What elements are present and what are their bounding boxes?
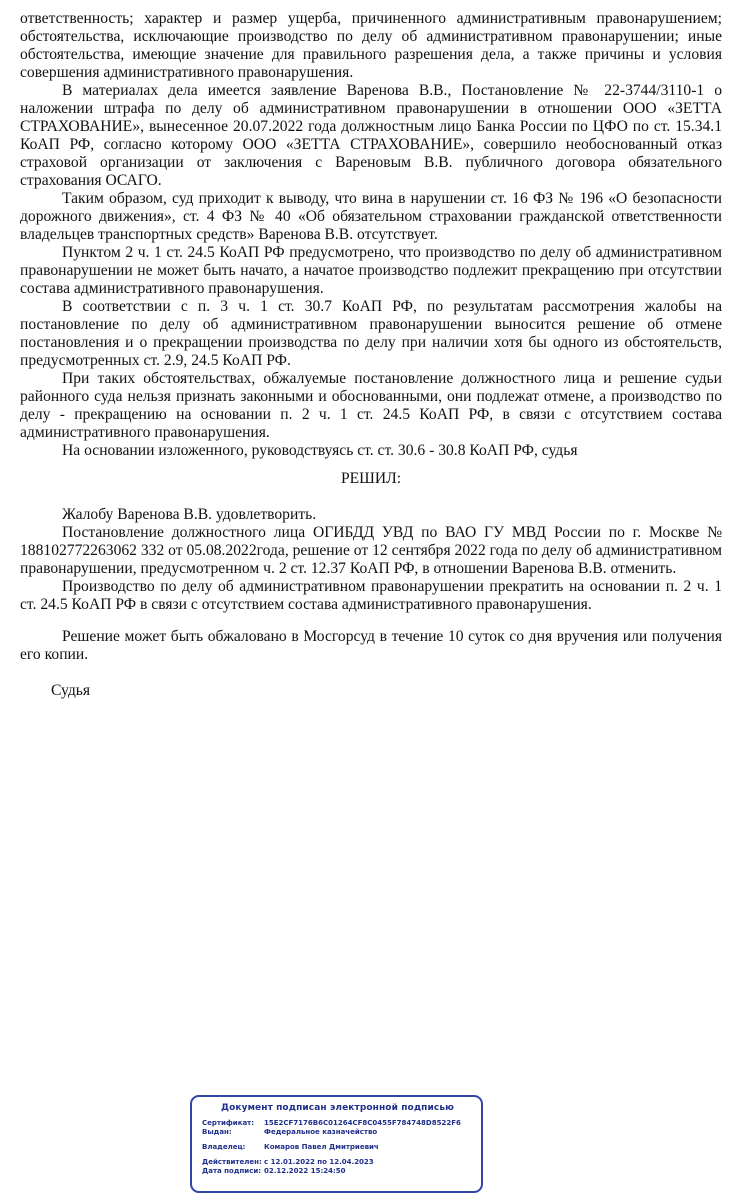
stamp-signed-row [202, 1167, 473, 1176]
stamp-certificate-value: 15E2CF7176B6C01264CF8C0455F784748D8522F6 [264, 1119, 461, 1127]
stamp-valid-label: Действителен: [202, 1158, 262, 1166]
reasoning-section [20, 10, 722, 460]
body-paragraph: Производство по делу об административном правонарушении прекратить на основании п. 2 ч. 1 ст. 24.5 КоАП РФ в связи с отсутствием состава административного правонарушения. [20, 578, 722, 613]
stamp-issued-label: Выдан: [202, 1128, 232, 1136]
judge-label: Судья [51, 682, 91, 699]
stamp-valid-value: с 12.01.2022 по 12.04.2023 [264, 1158, 374, 1166]
body-paragraph: В соответствии с п. 3 ч. 1 ст. 30.7 КоАП РФ, по результатам рассмотрения жалобы на постановление по делу об административном правонарушении выносится решение об отмене постановления и о прекращении производства по делу при наличии хотя бы одного из обстоятельств, предусмотренных ст. 2.9, 24.5 КоАП РФ. [20, 298, 722, 369]
decision-section [20, 506, 722, 614]
body-paragraph: В материалах дела имеется заявление Варенова В.В., Постановление № 22-3744/3110-1 о наложении штрафа по делу об административном правонарушении в отношении ООО «ЗЕТТА СТРАХОВАНИЕ», вынесенное 20.07.2022 года должностным лицо Банка России по ЦФО по ст. 15.34.1 КоАП РФ, согласно которому ООО «ЗЕТТА СТРАХОВАНИЕ», совершило необоснованный отказ страховой организации от заключения с Вареновым В.В. публичного договора обязательного страхования ОСАГО. [20, 82, 722, 189]
stamp-signed-value: 02.12.2022 15:24:50 [264, 1167, 346, 1175]
stamp-owner-row [202, 1143, 473, 1152]
resolution-heading: РЕШИЛ: [340, 470, 402, 487]
stamp-title: Документ подписан электронной подписью [221, 1103, 454, 1113]
stamp-owner-value: Комаров Павел Дмитриевич [264, 1143, 379, 1151]
body-paragraph: ответственность; характер и размер ущерба, причиненного административным правонарушением; обстоятельства, исключающие производство по делу об административном правонарушении; иные обстоятельства, имеющие значение для правильного разрешения дела, а также причины и условия совершения административного правонарушения. [20, 10, 722, 81]
body-paragraph: Пунктом 2 ч. 1 ст. 24.5 КоАП РФ предусмотрено, что производство по делу об административном правонарушении не может быть начато, а начатое производство подлежит прекращению при отсутствии состава административного правонарушения. [20, 244, 722, 297]
stamp-issued-value: Федеральное казначейство [264, 1128, 378, 1136]
body-paragraph: При таких обстоятельствах, обжалуемые постановление должностного лица и решение судьи районного суда нельзя признать законными и обоснованными, они подлежат отмене, а производство по делу - прекращению на основании п. 2 ч. 1 ст. 24.5 КоАП РФ, в связи с отсутствием состава административного правонарушения. [20, 370, 722, 441]
body-paragraph: На основании изложенного, руководствуясь ст. ст. 30.6 - 30.8 КоАП РФ, судья [62, 442, 578, 459]
body-paragraph: Таким образом, суд приходит к выводу, что вина в нарушении ст. 16 ФЗ № 196 «О безопасности дорожного движения», ст. 4 ФЗ № 40 «Об обязательном страховании гражданской ответственности владельцев транспортных средств» Варенова В.В. отсутствует. [20, 190, 722, 243]
electronic-signature-stamp [190, 1095, 483, 1193]
appeal-paragraph: Решение может быть обжаловано в Мосгорсуд в течение 10 суток со дня вручения или получения его копии. [20, 628, 722, 663]
body-paragraph: Жалобу Варенова В.В. удовлетворить. [62, 506, 317, 523]
stamp-certificate-label: Сертификат: [202, 1119, 255, 1127]
stamp-signed-label: Дата подписи: [202, 1167, 262, 1175]
body-paragraph: Постановление должностного лица ОГИБДД УВД по ВАО ГУ МВД России по г. Москве № 188102772263062 332 от 05.08.2022года, решение от 12 сентября 2022 года по делу об административном правонарушении, предусмотренном ч. 2 ст. 12.37 КоАП РФ, в отношении Варенова В.В. отменить. [20, 524, 722, 577]
stamp-issued-row [202, 1128, 473, 1137]
document-page [20, 10, 722, 700]
stamp-owner-label: Владелец: [202, 1143, 246, 1151]
stamp-valid-row [202, 1158, 473, 1167]
stamp-certificate-row [202, 1119, 473, 1128]
